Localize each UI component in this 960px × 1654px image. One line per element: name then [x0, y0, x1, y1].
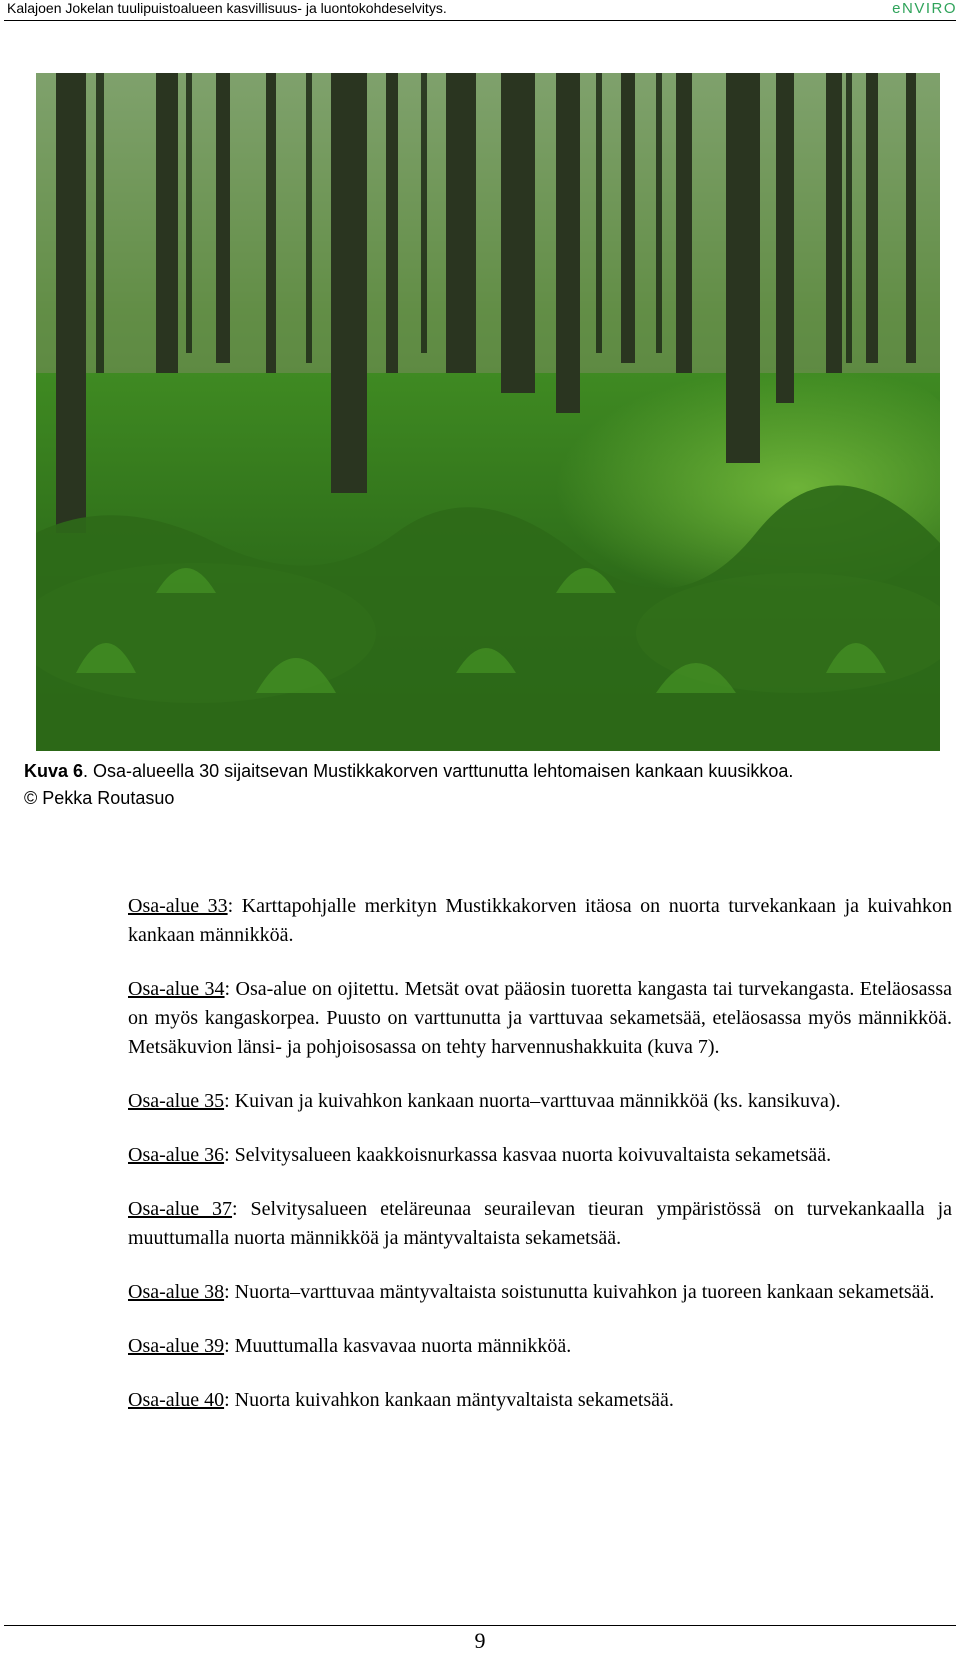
document-title: Kalajoen Jokelan tuulipuistoalueen kasvillisuus- ja luontokohdeselvitys. [7, 0, 447, 16]
area-label: Osa-alue 36 [128, 1144, 225, 1166]
enviro-logo: eNVIRO [892, 0, 957, 17]
area-label: Osa-alue 34 [128, 978, 225, 1000]
footer-divider [4, 1625, 956, 1626]
area-label: Osa-alue 40 [128, 1389, 225, 1411]
area-label: Osa-alue 35 [128, 1090, 225, 1112]
forest-photo [36, 73, 940, 751]
paragraph-text: : Osa-alue on ojitettu. Metsät ovat pääosin tuoretta kangasta tai turvekangasta. Eteläosassa on myös kangaskorpea. Puusto on varttunutta ja varttuvaa sekametsää, eteläosassa myös männikköä. Metsäkuvion länsi- ja pohjoisosassa on tehty harvennushakkuita (kuva 7). [128, 978, 952, 1058]
paragraph-osa-alue-33 [128, 892, 952, 950]
paragraph-text: : Karttapohjalle merkityn Mustikkakorven itäosa on nuorta turvekankaan ja kuivahkon kankaan männikköä. [128, 895, 952, 946]
paragraph-text: : Kuivan ja kuivahkon kankaan nuorta–varttuvaa männikköä (ks. kansikuva). [224, 1090, 841, 1112]
figure-caption [24, 758, 944, 812]
area-label: Osa-alue 38 [128, 1281, 225, 1303]
paragraph-osa-alue-36 [128, 1141, 952, 1170]
paragraph-text: : Selvitysalueen kaakkoisnurkassa kasvaa nuorta koivuvaltaista sekametsää. [224, 1144, 832, 1166]
paragraph-osa-alue-39 [128, 1332, 952, 1361]
paragraph-text: : Selvitysalueen eteläreunaa seurailevan tieuran ympäristössä on turvekankaalla ja muuttumalla nuorta männikköä ja mäntyvaltaista sekametsää. [128, 1198, 953, 1249]
paragraph-osa-alue-34 [128, 975, 952, 1062]
paragraph-text: : Muuttumalla kasvavaa nuorta männikköä. [224, 1335, 572, 1357]
paragraph-text: : Nuorta kuivahkon kankaan mäntyvaltaista sekametsää. [224, 1389, 674, 1411]
caption-text: . Osa-alueella 30 sijaitsevan Mustikkakorven varttunutta lehtomaisen kankaan kuusikkoa. [83, 761, 794, 781]
caption-label: Kuva 6 [24, 761, 84, 781]
paragraph-osa-alue-37 [128, 1195, 952, 1253]
area-label: Osa-alue 33 [128, 895, 228, 917]
area-label: Osa-alue 39 [128, 1335, 225, 1357]
paragraph-text: : Nuorta–varttuvaa mäntyvaltaista soistunutta kuivahkon ja tuoreen kankaan sekametsää. [224, 1281, 935, 1303]
page-number: 9 [474, 1628, 486, 1653]
page-header [0, 0, 960, 22]
paragraph-osa-alue-40 [128, 1386, 952, 1415]
paragraph-osa-alue-38 [128, 1278, 952, 1307]
caption-credit: © Pekka Routasuo [24, 788, 175, 808]
paragraph-osa-alue-35 [128, 1087, 952, 1116]
header-divider [4, 20, 956, 21]
body-text [128, 892, 952, 1440]
area-label: Osa-alue 37 [128, 1198, 233, 1220]
